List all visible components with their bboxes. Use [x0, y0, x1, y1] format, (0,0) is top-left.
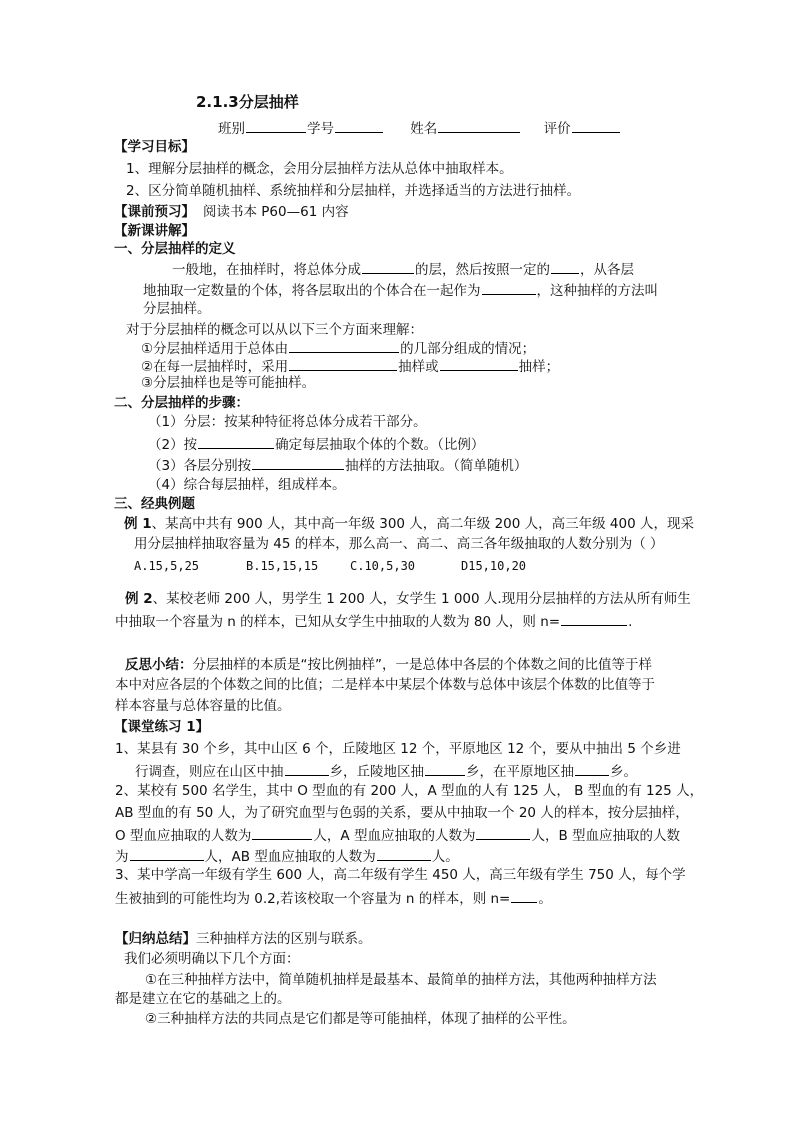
answer-blank[interactable] — [130, 846, 204, 861]
preview-text: 阅读书本 P60—61 内容 — [203, 204, 349, 220]
class-field[interactable] — [246, 118, 306, 133]
summary-intro: 我们必须明确以下几个方面： — [124, 951, 300, 967]
option-d[interactable]: D15,10,20 — [461, 559, 527, 573]
concept-item-2: ②在每一层抽样时，采用 抽样或 抽样； — [141, 356, 559, 376]
step-2: （2）按 确定每层抽取个体的个数。（比例） — [148, 434, 484, 454]
option-b[interactable]: B.15,15,15 — [246, 559, 319, 573]
new-lesson-heading: 【新课讲解】 — [114, 223, 195, 239]
example-2-line-2: 中抽取一个容量为 n 的样本，已知从女学生中抽取的人数为 80 人，则 n= . — [115, 611, 632, 631]
answer-blank[interactable] — [551, 259, 579, 274]
summary-point-1-line-2: 都是建立在它的基础之上的。 — [115, 991, 291, 1007]
practice-q2-line-2: AB 型血的有 50 人，为了研究血型与色弱的关系，要从中抽取一个 20 人的样本，按分层抽样， — [115, 805, 689, 821]
reflection-line-2: 本中对应各层的个体数之间的比值；二是样本中某层个体数与总体中该层个体数的比值等于 — [115, 677, 655, 693]
section2-heading: 二、分层抽样的步骤： — [114, 395, 249, 411]
practice-q2-line-4: 为 人，AB 型血应抽取的人数为 人。 — [115, 846, 459, 866]
option-a[interactable]: A.15,5,25 — [134, 559, 200, 573]
concept-item-1: ①分层抽样适用于总体由 的几部分组成的情况； — [141, 338, 535, 358]
summary-text: 三种抽样方法的区别与联系。 — [196, 931, 372, 947]
practice-q2-line-1: 2、某校有 500 名学生，其中 O 型血的有 200 人，A 型血的人有 125 人， B 型血的有 125 人， — [115, 783, 704, 799]
step-3: （3）各层分别按 抽样的方法抽取。（简单随机） — [148, 455, 527, 475]
answer-blank[interactable] — [198, 434, 274, 449]
page-title: 2.1.3分层抽样 — [196, 93, 299, 111]
reflection-line-3: 样本容量与总体容量的比值。 — [115, 698, 291, 714]
step-4: （4）综合每层抽样，组成样本。 — [148, 477, 346, 493]
step-1: （1）分层：按某种特征将总体分成若干部分。 — [148, 414, 427, 430]
answer-blank[interactable] — [252, 825, 312, 840]
answer-blank[interactable] — [440, 356, 518, 371]
answer-blank[interactable] — [289, 356, 397, 371]
answer-blank[interactable] — [511, 888, 537, 903]
answer-blank[interactable] — [425, 761, 465, 776]
answer-blank[interactable] — [252, 455, 344, 470]
option-c[interactable]: C.10,5,30 — [350, 559, 416, 573]
definition-line-2: 地抽取一定数量的个体，将各层取出的个体合在一起作为 ，这种抽样的方法叫 — [143, 280, 658, 300]
definition-line-3: 分层抽样。 — [143, 301, 211, 317]
practice-heading: 【课堂练习 1】 — [114, 719, 210, 735]
practice-q3-line-2: 生被抽到的可能性均为 0.2,若该校取一个容量为 n 的样本，则 n= 。 — [115, 888, 552, 908]
example-2-label: 例 2 — [125, 591, 153, 607]
eval-label: 评价 — [543, 121, 571, 137]
id-label: 学号 — [307, 121, 334, 137]
example-2-line-1: 例 2、某校老师 200 人，男学生 1 200 人，女学生 1 000 人.现用分层抽样的方法从所有师生 — [125, 591, 691, 607]
answer-blank[interactable] — [377, 846, 431, 861]
answer-blank[interactable] — [289, 338, 399, 353]
class-label: 班别 — [218, 121, 245, 137]
name-label: 姓名 — [410, 121, 438, 137]
summary-point-1-line-1: ①在三种抽样方法中，简单随机抽样是最基本、最简单的抽样方法，其他两种抽样方法 — [145, 972, 657, 988]
eval-field[interactable] — [572, 118, 620, 133]
preview-heading: 【课前预习】 — [114, 204, 195, 220]
concept-item-3: ③分层抽样也是等可能抽样。 — [141, 375, 316, 391]
practice-q2-line-3: O 型血应抽取的人数为 人，A 型血应抽取的人数为 人，B 型血应抽取的人数 — [115, 825, 680, 845]
example-1-line-2: 用分层抽样抽取容量为 45 的样本，那么高一、高二、高三各年级抽取的人数分别为（ ） — [134, 536, 664, 552]
id-field[interactable] — [335, 118, 383, 133]
name-field[interactable] — [438, 118, 520, 133]
answer-blank[interactable] — [561, 611, 627, 626]
practice-q1-line-2: 行调查，则应在山区中抽 乡，丘陵地区抽 乡，在平原地区抽 乡。 — [135, 761, 637, 781]
summary-point-2: ②三种抽样方法的共同点是它们都是等可能抽样，体现了抽样的公平性。 — [145, 1011, 576, 1027]
practice-q3-line-1: 3、某中学高一年级有学生 600 人，高二年级有学生 450 人，高三年级有学生 750 人，每个学 — [115, 867, 686, 883]
reflection-label: 反思小结： — [125, 657, 193, 673]
reflection-line-1: 反思小结：分层抽样的本质是“按比例抽样”，一是总体中各层的个体数之间的比值等于样 — [125, 657, 652, 673]
answer-blank[interactable] — [482, 280, 536, 295]
section1-heading: 一、分层抽样的定义 — [114, 241, 236, 257]
summary-row — [115, 930, 372, 948]
answer-blank[interactable] — [362, 259, 414, 274]
concept-intro: 对于分层抽样的概念可以从以下三个方面来理解： — [126, 322, 423, 338]
practice-q1-line-1: 1、某县有 30 个乡，其中山区 6 个，丘陵地区 12 个，平原地区 12 个，要从中抽出 5 个乡进 — [115, 741, 681, 757]
goal-item: 2、区分简单随机抽样、系统抽样和分层抽样，并选择适当的方法进行抽样。 — [126, 183, 581, 199]
preview-row — [114, 203, 349, 221]
goal-item: 1、理解分层抽样的概念，会用分层抽样方法从总体中抽取样本。 — [126, 161, 513, 177]
definition-line-1: 一般地，在抽样时，将总体分成 的层，然后按照一定的 ，从各层 — [172, 259, 634, 279]
answer-blank[interactable] — [575, 761, 609, 776]
answer-blank[interactable] — [285, 761, 329, 776]
section3-heading: 三、经典例题 — [114, 496, 195, 512]
summary-heading: 【归纳总结】 — [115, 931, 196, 947]
student-info-row — [218, 118, 621, 138]
goals-heading: 【学习目标】 — [114, 139, 195, 155]
example-1-label: 例 1 — [124, 516, 152, 532]
example-1-line-1: 例 1、某高中共有 900 人，其中高一年级 300 人，高二年级 200 人，高三年级 400 人，现采 — [124, 516, 694, 532]
answer-blank[interactable] — [476, 825, 530, 840]
